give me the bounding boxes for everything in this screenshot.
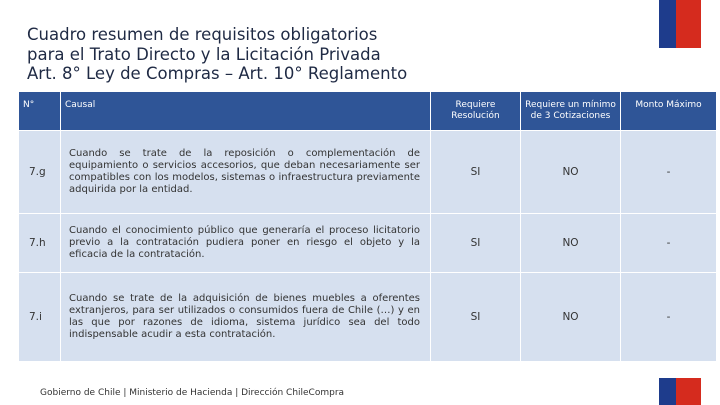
row-num: 7.g [19, 131, 61, 214]
row-num: 7.i [19, 273, 61, 362]
row-causal: Cuando se trate de la adquisición de bienes muebles a oferentes extranjeros, para ser utilizados o consumidos fuera de Chile (…) y en las que por razones de idioma, sistema jurídico sea del todo indispensable acudir a esta contratación. [61, 273, 431, 362]
title-line-1: Cuadro resumen de requisitos obligatorios [27, 25, 378, 44]
chile-flag-stripe-bottom [659, 378, 701, 405]
header-causal: Causal [61, 92, 431, 131]
row-num: 7.h [19, 214, 61, 273]
header-num: N° [19, 92, 61, 131]
table-row [19, 214, 717, 273]
title-line-2: para el Trato Directo y la Licitación Privada [27, 44, 381, 64]
row-monto: - [621, 131, 717, 214]
requirements-table [18, 91, 717, 362]
header-monto: Monto Máximo [621, 92, 717, 131]
row-resolucion: SI [431, 214, 521, 273]
row-resolucion: SI [431, 273, 521, 362]
row-resolucion: SI [431, 131, 521, 214]
row-causal: Cuando se trate de la reposición o complementación de equipamiento o servicios accesorios, que deban necesariamente ser compatibles con los modelos, sistemas o infraestructura previamente adquirida por la entidad. [61, 131, 431, 214]
row-monto: - [621, 273, 717, 362]
chile-flag-stripe-top [659, 0, 701, 48]
table-row [19, 273, 717, 362]
footer-text: Gobierno de Chile | Ministerio de Hacienda | Dirección ChileCompra [40, 388, 345, 398]
row-cotizaciones: NO [521, 273, 621, 362]
title-line-3: Art. 8° Ley de Compras – Art. 10° Reglamento [27, 64, 408, 83]
table-header-row [19, 92, 717, 131]
row-cotizaciones: NO [521, 214, 621, 273]
slide-title [27, 25, 627, 84]
row-monto: - [621, 214, 717, 273]
row-causal: Cuando el conocimiento público que generaría el proceso licitatorio previo a la contratación pudiera poner en riesgo el objeto y la eficacia de la contratación. [61, 214, 431, 273]
header-cotizaciones: Requiere un mínimo de 3 Cotizaciones [521, 92, 621, 131]
row-cotizaciones: NO [521, 131, 621, 214]
table-row [19, 131, 717, 214]
header-resolucion: Requiere Resolución [431, 92, 521, 131]
